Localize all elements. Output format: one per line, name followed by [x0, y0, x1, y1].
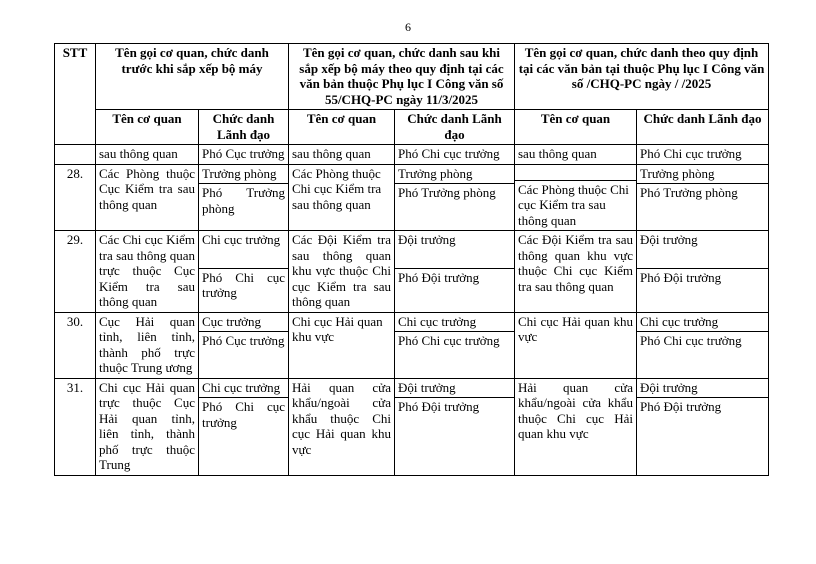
blank-spacer [202, 248, 285, 266]
stt-cell: 30. [55, 312, 96, 378]
after-leader-cell [395, 164, 515, 231]
deputy-leader-title: Phó Chi cục trưởng [637, 331, 768, 349]
new-leader-cell: Phó Chi cục trưởng [637, 145, 769, 165]
before-leader-cell [199, 378, 289, 475]
table-row [55, 231, 769, 313]
leader-title: Trưởng phòng [640, 165, 715, 181]
deputy-leader-title: Phó Chi cục trưởng [395, 331, 514, 349]
after-agency-cell: Các Phòng thuộc Chi cục Kiểm tra sau thông quan [289, 164, 395, 231]
leader-title: Đội trưởng [640, 232, 698, 247]
new-leader-cell [637, 164, 769, 231]
before-agency-cell: Các Phòng thuộc Cục Kiểm tra sau thông quan [96, 164, 199, 231]
deputy-leader-title: Phó Chi cục trưởng [199, 397, 288, 430]
before-leader-cell [199, 312, 289, 378]
header-before: Tên gọi cơ quan, chức danh trước khi sắp xếp bộ máy [96, 44, 289, 110]
table-row [55, 145, 769, 165]
blank-spacer [518, 166, 633, 178]
deputy-leader-title: Phó Trưởng phòng [395, 183, 514, 201]
table-row [55, 312, 769, 378]
header-stt: STT [55, 44, 96, 145]
deputy-leader-title: Phó Đội trưởng [637, 397, 768, 415]
before-agency-cell: Cục Hải quan tỉnh, liên tỉnh, thành phố trực thuộc Trung ương [96, 312, 199, 378]
new-agency-cell: Hải quan cửa khẩu/ngoài cửa khẩu thuộc Chi cục Hải quan khu vực [515, 378, 637, 475]
header-row [55, 44, 769, 110]
blank-spacer [640, 248, 765, 266]
header-after-55: Tên gọi cơ quan, chức danh sau khi sắp xếp bộ máy theo quy định tại các văn bản thuộc Phụ lục I Công văn số 55/CHQ-PC ngày 11/3/2025 [289, 44, 515, 110]
new-leader-cell [637, 231, 769, 313]
subheader-leader: Chức danh Lãnh đạo [637, 110, 769, 145]
page-number: 6 [405, 20, 411, 34]
stt-cell: 31. [55, 378, 96, 475]
stt-cell: 29. [55, 231, 96, 313]
after-leader-cell: Phó Chi cục trưởng [395, 145, 515, 165]
leader-title: Đội trưởng [640, 379, 698, 395]
before-agency-cell: Chi cục Hải quan trực thuộc Cục Hải quan tỉnh, liên tỉnh, thành phố trực thuộc Trung [96, 378, 199, 475]
before-agency-cell: sau thông quan [96, 145, 199, 165]
new-agency-cell: Chi cục Hải quan khu vực [515, 312, 637, 378]
new-leader-cell [637, 378, 769, 475]
before-leader-cell: Phó Cục trưởng [199, 145, 289, 165]
agency-title-table [54, 43, 769, 476]
deputy-leader-title: Phó Đội trưởng [395, 268, 514, 286]
after-agency-cell: Các Đội Kiểm tra sau thông quan khu vực thuộc Chi cục Kiểm tra sau thông quan [289, 231, 395, 313]
table-row [55, 378, 769, 475]
leader-title: Trưởng phòng [398, 165, 473, 181]
new-agency-cell [515, 164, 637, 231]
table-row [55, 164, 769, 231]
subheader-leader: Chức danh Lãnh đạo [395, 110, 515, 145]
subheader-agency: Tên cơ quan [289, 110, 395, 145]
new-leader-cell [637, 312, 769, 378]
after-leader-cell [395, 231, 515, 313]
deputy-leader-title: Phó Cục trưởng [199, 331, 288, 349]
after-agency-cell: sau thông quan [289, 145, 395, 165]
deputy-leader-title: Phó Trưởng phòng [199, 183, 288, 216]
leader-title: Đội trưởng [398, 379, 456, 395]
deputy-leader-title: Phó Đội trưởng [637, 268, 768, 286]
leader-title: Trưởng phòng [202, 165, 277, 181]
stt-cell [55, 145, 96, 165]
leader-title: Chi cục trưởng [398, 313, 477, 329]
leader-title: Chi cục trưởng [202, 232, 281, 247]
blank-spacer [398, 248, 511, 266]
after-leader-cell [395, 378, 515, 475]
leader-title: Cục trưởng [202, 313, 262, 329]
deputy-leader-title: Phó Trưởng phòng [637, 183, 768, 201]
leader-title: Chi cục trưởng [202, 379, 281, 395]
stt-cell: 28. [55, 164, 96, 231]
agency-name: Các Phòng thuộc Chi cục Kiểm tra sau thông quan [515, 180, 636, 229]
before-agency-cell: Các Chi cục Kiểm tra sau thông quan trực thuộc Cục Kiểm tra sau thông quan [96, 231, 199, 313]
subheader-leader: Chức danh Lãnh đạo [199, 110, 289, 145]
new-agency-cell: Các Đội Kiểm tra sau thông quan khu vực thuộc Chi cục Kiểm tra sau thông quan [515, 231, 637, 313]
subheader-agency: Tên cơ quan [515, 110, 637, 145]
before-leader-cell [199, 231, 289, 313]
after-agency-cell: Hải quan cửa khẩu/ngoài cửa khẩu thuộc Chi cục Hải quan khu vực [289, 378, 395, 475]
subheader-agency: Tên cơ quan [96, 110, 199, 145]
leader-title: Chi cục trưởng [640, 313, 719, 329]
after-agency-cell: Chi cục Hải quan khu vực [289, 312, 395, 378]
before-leader-cell [199, 164, 289, 231]
after-leader-cell [395, 312, 515, 378]
deputy-leader-title: Phó Chi cục trưởng [199, 268, 288, 301]
leader-title: Đội trưởng [398, 232, 456, 247]
subheader-row [55, 110, 769, 145]
new-agency-cell: sau thông quan [515, 145, 637, 165]
deputy-leader-title: Phó Đội trưởng [395, 397, 514, 415]
header-per-document: Tên gọi cơ quan, chức danh theo quy định tại các văn bản tại thuộc Phụ lục I Công văn số /CHQ-PC ngày / /2025 [515, 44, 769, 110]
